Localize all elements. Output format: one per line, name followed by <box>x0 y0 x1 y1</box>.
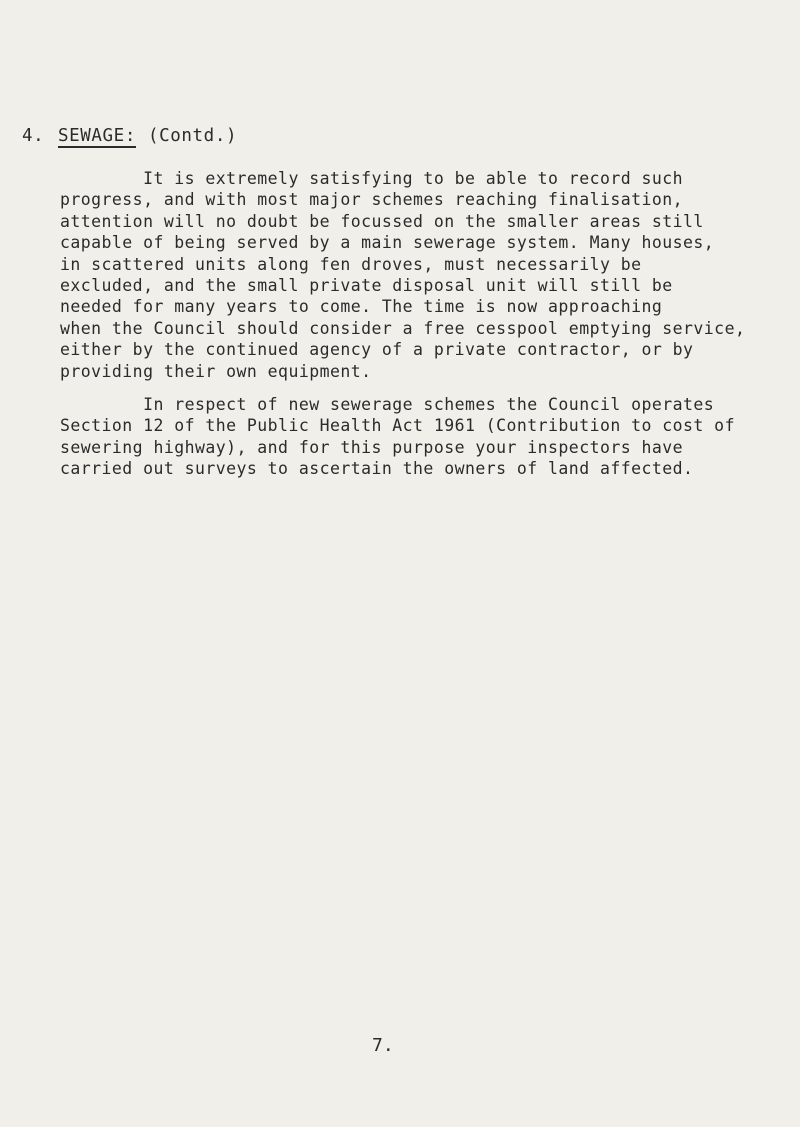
paragraph-line: providing their own equipment. <box>60 361 372 381</box>
section-title: SEWAGE: <box>58 126 136 146</box>
paragraph-line: attention will no doubt be focussed on the smaller areas still <box>60 211 704 231</box>
paragraph-line: carried out surveys to ascertain the owners of land affected. <box>60 459 694 479</box>
paragraph-line: progress, and with most major schemes reaching finalisation, <box>60 190 684 210</box>
paragraph-line: excluded, and the small private disposal unit will still be <box>60 276 673 296</box>
paragraph-line: either by the continued agency of a private contractor, or by <box>60 340 694 360</box>
paragraph-line: needed for many years to come. The time is now approaching <box>60 297 663 317</box>
page-number: 7. <box>372 1035 394 1056</box>
paragraph-line: in scattered units along fen droves, must necessarily be <box>60 254 642 274</box>
paragraph-line: sewering highway), and for this purpose your inspectors have <box>60 437 684 457</box>
paragraph-line: It is extremely satisfying to be able to record such <box>60 169 684 188</box>
section-number: 4. <box>22 126 45 146</box>
paragraph-sewerage-schemes <box>60 394 790 480</box>
paragraph-progress <box>60 168 790 382</box>
section-heading <box>0 126 238 226</box>
section-continued-label: (Contd.) <box>148 126 238 146</box>
paragraph-line: when the Council should consider a free cesspool emptying service, <box>60 318 746 338</box>
paragraph-line: Section 12 of the Public Health Act 1961 (Contribution to cost of <box>60 416 735 436</box>
paragraph-line: capable of being served by a main sewerage system. Many houses, <box>60 233 715 253</box>
paragraph-line: In respect of new sewerage schemes the Council operates <box>60 395 715 414</box>
